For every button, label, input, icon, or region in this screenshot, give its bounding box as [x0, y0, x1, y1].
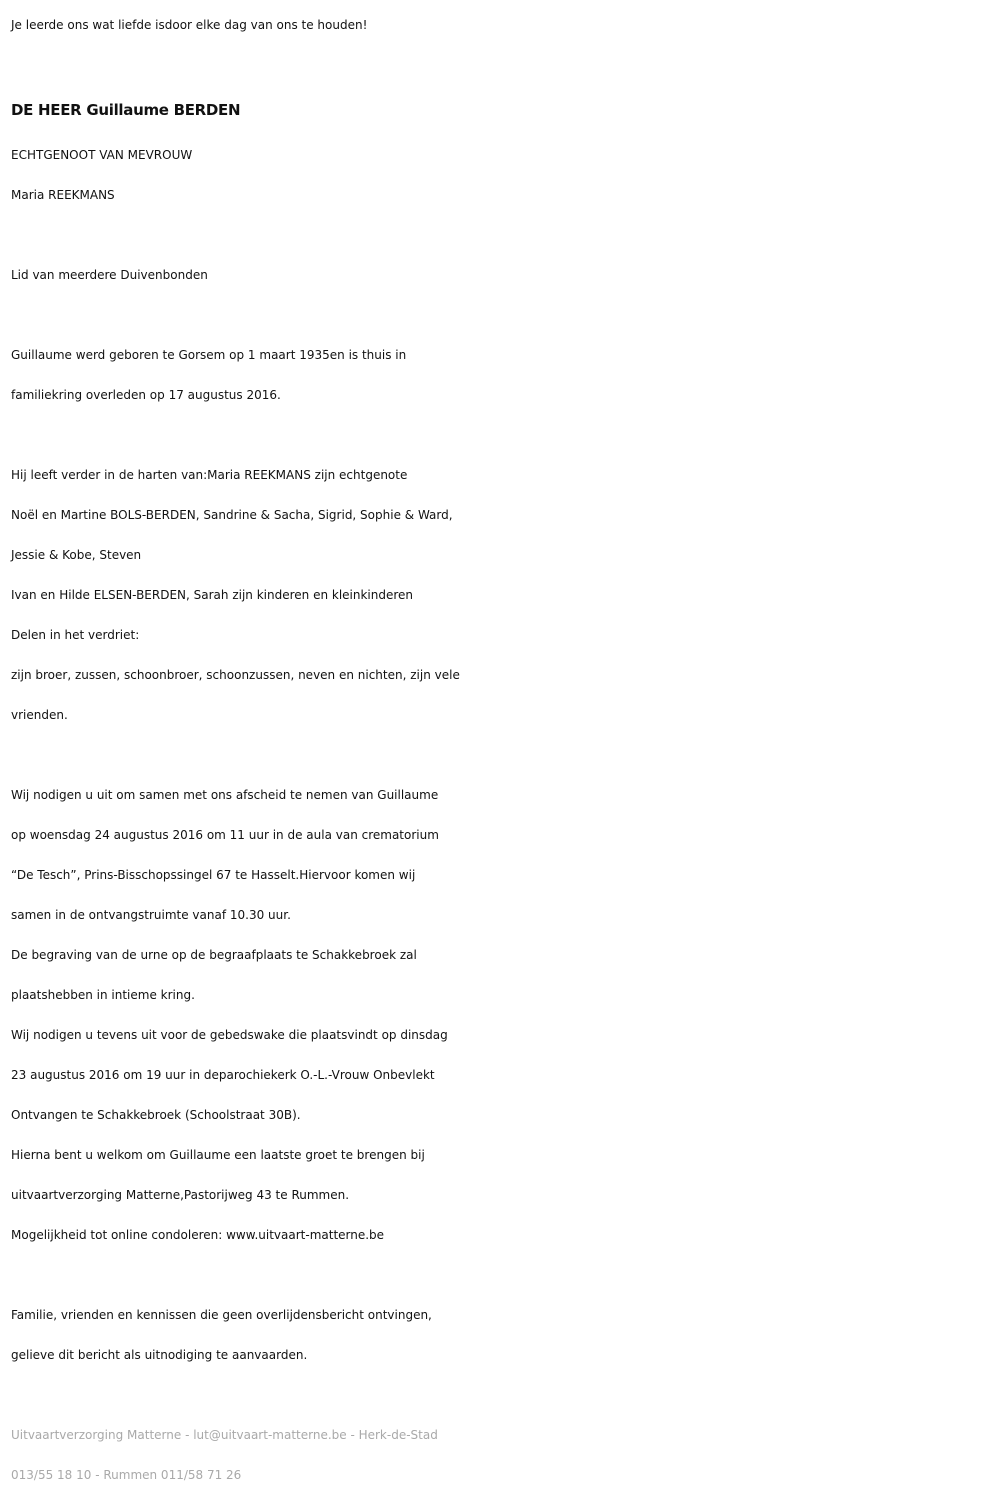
paragraph-line: Guillaume werd geboren te Gorsem op 1 maart 1935en is thuis in — [11, 348, 407, 362]
paragraph-line: gelieve dit bericht als uitnodiging te aanvaarden. — [11, 1348, 308, 1362]
paragraph-line: Jessie & Kobe, Steven — [11, 548, 142, 562]
birth-death-paragraph — [11, 335, 991, 415]
paragraph-line: De begraving van de urne op de begraafplaats te Schakkebroek zal — [11, 948, 417, 962]
paragraph-line: “De Tesch”, Prins-Bisschopssingel 67 te Hasselt.Hiervoor komen wij — [11, 868, 416, 882]
ceremony-paragraph — [11, 775, 991, 1255]
paragraph-line: samen in de ontvangstruimte vanaf 10.30 uur. — [11, 908, 291, 922]
paragraph-line: Ivan en Hilde ELSEN-BERDEN, Sarah zijn kinderen en kleinkinderen — [11, 588, 414, 602]
membership-text: Lid van meerdere Duivenbonden — [11, 268, 208, 282]
paragraph-line: 23 augustus 2016 om 19 uur in deparochiekerk O.-L.-Vrouw Onbevlekt — [11, 1068, 435, 1082]
paragraph-line: vrienden. — [11, 708, 68, 722]
paragraph-line: Ontvangen te Schakkebroek (Schoolstraat 30B). — [11, 1108, 301, 1122]
paragraph-line: Hij leeft verder in de harten van:Maria REEKMANS zijn echtgenote — [11, 468, 408, 482]
footer-line: 013/55 18 10 - Rummen 011/58 71 26 — [11, 1468, 242, 1482]
funeral-home-footer — [11, 1415, 991, 1495]
paragraph-line: familiekring overleden op 17 augustus 2016. — [11, 388, 281, 402]
paragraph-line: op woensdag 24 augustus 2016 om 11 uur in de aula van crematorium — [11, 828, 439, 842]
spacer — [11, 1375, 991, 1415]
paragraph-line: Delen in het verdriet: — [11, 628, 140, 642]
spouse-title: ECHTGENOOT VAN MEVROUW — [11, 148, 193, 162]
footer-line: Uitvaartverzorging Matterne - lut@uitvaart-matterne.be - Herk-de-Stad — [11, 1428, 438, 1442]
paragraph-line: Wij nodigen u uit om samen met ons afscheid te nemen van Guillaume — [11, 788, 439, 802]
paragraph-line: Familie, vrienden en kennissen die geen overlijdensbericht ontvingen, — [11, 1308, 432, 1322]
spacer — [11, 415, 991, 455]
spacer — [11, 295, 991, 335]
deceased-name: DE HEER Guillaume BERDEN — [11, 101, 241, 119]
spacer — [11, 735, 991, 775]
spacer — [11, 1255, 991, 1295]
survivors-paragraph — [11, 455, 991, 735]
spouse-name: Maria REEKMANS — [11, 188, 115, 202]
spacer — [11, 215, 991, 255]
paragraph-line: plaatshebben in intieme kring. — [11, 988, 195, 1002]
invitation-note-paragraph — [11, 1295, 991, 1375]
opening-quote: Je leerde ons wat liefde isdoor elke dag van ons te houden! — [11, 18, 368, 32]
paragraph-line: Mogelijkheid tot online condoleren: www.uitvaart-matterne.be — [11, 1228, 385, 1242]
paragraph-line: Wij nodigen u tevens uit voor de gebedswake die plaatsvindt op dinsdag — [11, 1028, 448, 1042]
paragraph-line: uitvaartverzorging Matterne,Pastorijweg 43 te Rummen. — [11, 1188, 350, 1202]
obituary-document — [11, 0, 991, 1495]
paragraph-line: zijn broer, zussen, schoonbroer, schoonzussen, neven en nichten, zijn vele — [11, 668, 460, 682]
paragraph-line: Hierna bent u welkom om Guillaume een laatste groet te brengen bij — [11, 1148, 425, 1162]
paragraph-line: Noël en Martine BOLS-BERDEN, Sandrine & Sacha, Sigrid, Sophie & Ward, — [11, 508, 453, 522]
